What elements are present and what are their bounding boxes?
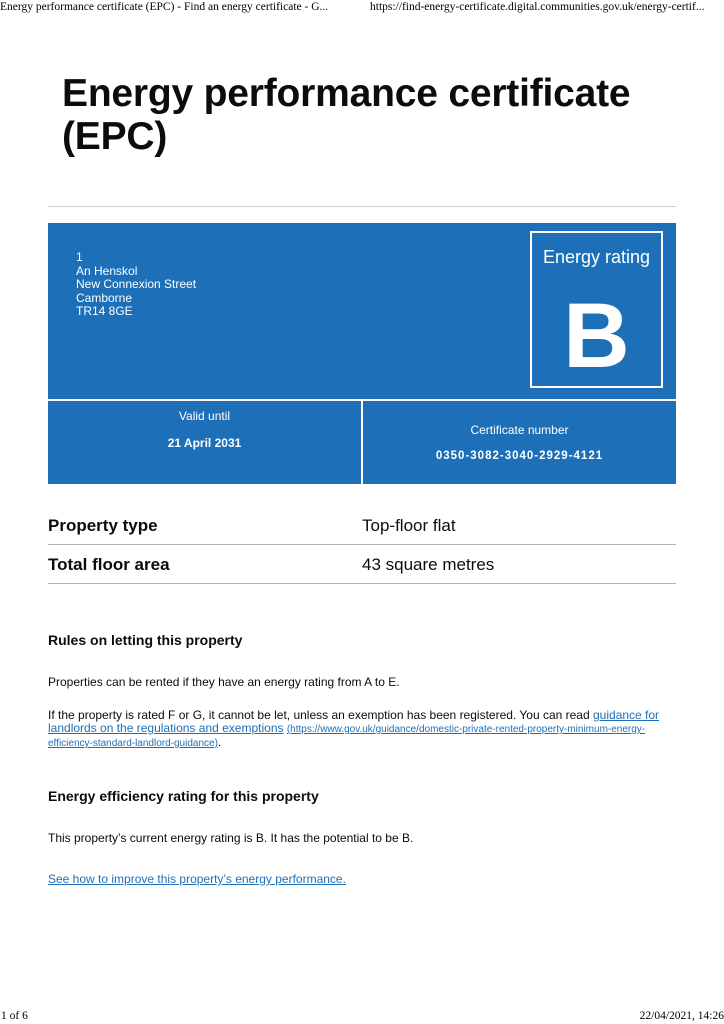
- address-line: 1: [76, 250, 83, 264]
- print-datetime: 22/04/2021, 14:26: [639, 1010, 724, 1022]
- epc-certificate-panel: [48, 223, 676, 484]
- print-header: [0, 1, 724, 17]
- print-footer: [0, 1010, 724, 1024]
- certificate-number-label: Certificate number: [470, 423, 569, 437]
- summary-value: Top-floor flat: [362, 516, 456, 535]
- energy-rating-box: [530, 231, 663, 388]
- improvement-paragraph: [48, 873, 676, 886]
- page-number: 1 of 6: [1, 1010, 28, 1022]
- address-line: Camborne: [76, 290, 133, 305]
- section-divider: [48, 206, 676, 207]
- page-title: Energy performance certificate (EPC): [62, 72, 631, 158]
- summary-row: [48, 545, 676, 584]
- letting-rules-heading: Rules on letting this property: [48, 632, 243, 648]
- property-summary-list: [48, 506, 676, 584]
- print-header-url: https://find-energy-certificate.digital.communities.gov.uk/energy-certif...: [370, 1, 705, 13]
- summary-value: 43 square metres: [362, 555, 495, 574]
- address-line: An Henskol: [76, 263, 138, 278]
- paragraph-end: .: [217, 735, 222, 749]
- energy-rating-letter: B: [563, 285, 630, 387]
- property-address: [76, 251, 196, 319]
- print-header-title: Energy performance certificate (EPC) - Find an energy certificate - G...: [0, 1, 329, 13]
- summary-key: Total floor area: [48, 555, 170, 574]
- panel-divider: [361, 399, 363, 484]
- efficiency-rating-heading: Energy efficiency rating for this property: [48, 788, 319, 804]
- landlord-guidance-url[interactable]: (https://www.gov.uk/guidance/domestic-private-rented-property-minimum-energy-efficiency-standard-landlord-guidance): [48, 724, 646, 749]
- energy-rating-label: Energy rating: [542, 247, 651, 267]
- efficiency-rating-paragraph: This property’s current energy rating is B. It has the potential to be B.: [48, 831, 414, 845]
- summary-key: Property type: [48, 516, 158, 535]
- letting-rules-paragraph: Properties can be rented if they have an energy rating from A to E.: [48, 675, 400, 689]
- summary-row: [48, 506, 676, 545]
- landlord-guidance-link[interactable]: guidance for landlords on the regulations and exemptions: [48, 708, 660, 735]
- valid-until-date: 21 April 2031: [167, 436, 242, 450]
- certificate-number: 0350-3082-3040-2929-4121: [435, 450, 604, 462]
- address-line: TR14 8GE: [76, 304, 133, 319]
- improve-performance-link[interactable]: See how to improve this property’s energy performance.: [48, 872, 346, 886]
- valid-until-label: Valid until: [178, 409, 231, 423]
- address-line: New Connexion Street: [76, 277, 197, 292]
- paragraph-text: If the property is rated F or G, it cannot be let, unless an exemption has been registered. You can read: [48, 708, 593, 722]
- letting-exemptions-paragraph: [48, 709, 676, 750]
